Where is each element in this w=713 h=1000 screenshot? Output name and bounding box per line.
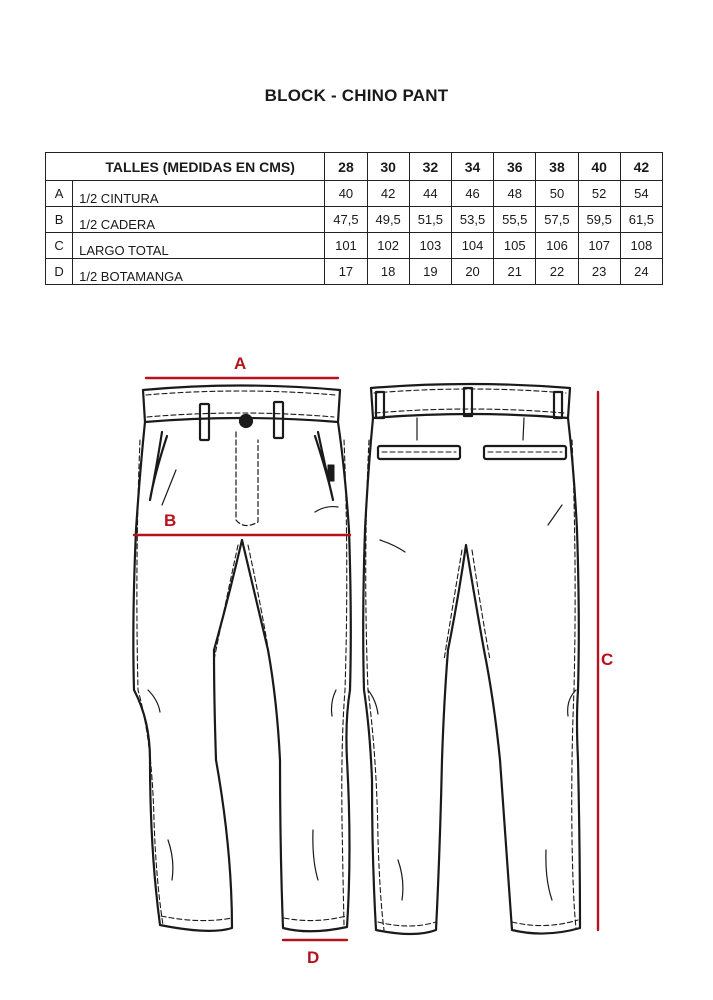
coin-pocket-tab bbox=[328, 465, 334, 481]
back-silhouette bbox=[363, 418, 580, 934]
side-seam bbox=[342, 440, 347, 925]
table-cell: 40 bbox=[325, 181, 367, 207]
table-cell: 48 bbox=[494, 181, 536, 207]
table-cell: 24 bbox=[620, 259, 662, 285]
size-header: 42 bbox=[620, 153, 662, 181]
dimension-label-c: C bbox=[601, 650, 614, 669]
front-waistband-stitch bbox=[146, 391, 336, 417]
back-waistband-stitch bbox=[374, 389, 566, 413]
row-label: LARGO TOTAL bbox=[73, 233, 325, 259]
table-cell: 102 bbox=[367, 233, 409, 259]
size-chart-table bbox=[45, 152, 663, 285]
header-label: TALLES (MEDIDAS EN CMS) bbox=[46, 153, 325, 181]
front-silhouette bbox=[133, 422, 350, 931]
table-cell: 18 bbox=[367, 259, 409, 285]
table-cell: 46 bbox=[451, 181, 493, 207]
table-row bbox=[46, 207, 663, 233]
table-cell: 44 bbox=[409, 181, 451, 207]
inseam bbox=[214, 545, 270, 660]
size-header: 34 bbox=[451, 153, 493, 181]
dimension-label-b: B bbox=[164, 511, 177, 530]
table-cell: 20 bbox=[451, 259, 493, 285]
front-view-pant bbox=[133, 386, 350, 932]
table-cell: 107 bbox=[578, 233, 620, 259]
table-cell: 52 bbox=[578, 181, 620, 207]
table-row bbox=[46, 233, 663, 259]
table-row bbox=[46, 259, 663, 285]
table-cell: 59,5 bbox=[578, 207, 620, 233]
row-letter: A bbox=[46, 181, 73, 207]
table-cell: 103 bbox=[409, 233, 451, 259]
size-header: 36 bbox=[494, 153, 536, 181]
row-label: 1/2 CINTURA bbox=[73, 181, 325, 207]
table-cell: 51,5 bbox=[409, 207, 451, 233]
row-letter: C bbox=[46, 233, 73, 259]
table-header-row bbox=[46, 153, 663, 181]
table-cell: 19 bbox=[409, 259, 451, 285]
table-cell: 23 bbox=[578, 259, 620, 285]
table-cell: 55,5 bbox=[494, 207, 536, 233]
size-header: 30 bbox=[367, 153, 409, 181]
row-label: 1/2 BOTAMANGA bbox=[73, 259, 325, 285]
hem-stitch bbox=[161, 916, 346, 921]
size-header: 38 bbox=[536, 153, 578, 181]
dimension-label-a: A bbox=[234, 354, 247, 373]
side-seam bbox=[137, 440, 163, 925]
row-label: 1/2 CADERA bbox=[73, 207, 325, 233]
table-cell: 101 bbox=[325, 233, 367, 259]
side-seam bbox=[366, 440, 384, 930]
table-cell: 106 bbox=[536, 233, 578, 259]
table-cell: 21 bbox=[494, 259, 536, 285]
size-header: 28 bbox=[325, 153, 367, 181]
table-cell: 53,5 bbox=[451, 207, 493, 233]
back-dart bbox=[417, 418, 524, 440]
belt-loop bbox=[376, 392, 384, 418]
belt-loop bbox=[274, 402, 283, 438]
table-cell: 17 bbox=[325, 259, 367, 285]
table-cell: 54 bbox=[620, 181, 662, 207]
dimension-lines bbox=[134, 378, 598, 940]
size-header: 40 bbox=[578, 153, 620, 181]
table-cell: 108 bbox=[620, 233, 662, 259]
dimension-label-d: D bbox=[307, 948, 320, 967]
back-view-pant bbox=[363, 384, 580, 934]
wrinkle-line bbox=[368, 505, 576, 900]
wrinkle-line bbox=[148, 470, 338, 880]
size-header: 32 bbox=[409, 153, 451, 181]
row-letter: D bbox=[46, 259, 73, 285]
table-cell: 47,5 bbox=[325, 207, 367, 233]
table-cell: 22 bbox=[536, 259, 578, 285]
table-cell: 50 bbox=[536, 181, 578, 207]
fly-stitching bbox=[236, 432, 258, 526]
table-cell: 104 bbox=[451, 233, 493, 259]
table-cell: 61,5 bbox=[620, 207, 662, 233]
belt-loop bbox=[554, 392, 562, 418]
belt-loop bbox=[464, 388, 472, 416]
hem-stitch bbox=[378, 920, 578, 926]
belt-loop bbox=[200, 404, 209, 440]
table-row bbox=[46, 181, 663, 207]
button-icon bbox=[240, 415, 252, 427]
table-cell: 57,5 bbox=[536, 207, 578, 233]
row-letter: B bbox=[46, 207, 73, 233]
table-cell: 42 bbox=[367, 181, 409, 207]
front-pocket bbox=[150, 432, 167, 500]
table-cell: 105 bbox=[494, 233, 536, 259]
page-title: BLOCK - CHINO PANT bbox=[264, 86, 449, 105]
table-cell: 49,5 bbox=[367, 207, 409, 233]
